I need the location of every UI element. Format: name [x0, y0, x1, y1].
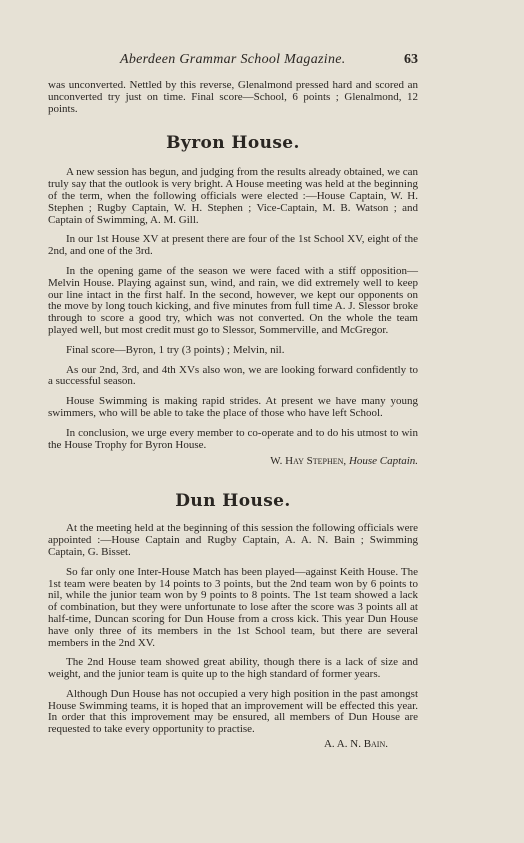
byron-signature-name: W. Hay Stephen, — [270, 455, 347, 468]
page-number: 63 — [404, 52, 418, 67]
running-title: Aberdeen Grammar School Magazine. — [120, 52, 346, 67]
continued-paragraph: was unconverted. Nettled by this reverse, Glenalmond pressed hard and scored an unconverted try just on time. Final score—School, 6 points ; Glenalmond, 12 points. — [48, 79, 418, 115]
byron-signature-role: House Captain. — [348, 455, 418, 468]
byron-paragraph-6: House Swimming is making rapid strides. At present we have many young swimmers, who will be able to take the place of those who have left School. — [48, 395, 418, 419]
dun-house-heading: Dun House. — [175, 491, 291, 512]
byron-paragraph-3: In the opening game of the season we were faced with a stiff opposition—Melvin House. Playing against sun, wind, and rain, we did extremely well to keep our line intact in the first half. In the second, however, we kept our opponents on the move by long touch kicking, and five minutes from full time A. J. Slessor broke through to score a good try, which was not converted. On the whole the team played well, but most credit must go to Slessor, Sommerville, and McGregor. — [48, 264, 418, 336]
dun-paragraph-2: So far only one Inter-House Match has been played—against Keith House. The 1st team were beaten by 14 points to 3 points, but the 2nd team won by 6 points to nil, while the junior team won by 9 points to 8 points. The 1st team showed a lack of combination, but they were unfortunate to lose after the score was 3 points all at half-time, Duncan scoring for Dun House from a cross kick. This year Dun House have only three of its members in the 1st School team, but there are several members in the 2nd XV. — [48, 565, 418, 649]
byron-paragraph-2: In our 1st House XV at present there are four of the 1st School XV, eight of the 2nd, and one of the 3rd. — [48, 233, 418, 258]
byron-paragraph-4: Final score—Byron, 1 try (3 points) ; Melvin, nil. — [66, 343, 285, 356]
page-content — [48, 80, 418, 750]
byron-paragraph-5: As our 2nd, 3rd, and 4th XVs also won, we are looking forward confidently to a successful season. — [48, 363, 418, 388]
dun-paragraph-3: The 2nd House team showed great ability, though there is a lack of size and weight, and the junior team is quite up to the high standard of former years. — [48, 656, 418, 681]
dun-paragraph-1: At the meeting held at the beginning of this session the following officials were appointed :—House Captain and Rugby Captain, A. A. N. Bain ; Swimming Captain, G. Bisset. — [48, 522, 418, 558]
byron-paragraph-1: A new session has begun, and judging from the results already obtained, we can truly say that the outlook is very bright. A House meeting was held at the beginning of the term, when the following officials were elected :—House Captain, W. H. Stephen ; Rugby Captain, W. H. Stephen ; Vice-Captain, M. B. Watson ; and Captain of Swimming, A. M. Gill. — [48, 166, 418, 226]
running-header — [48, 52, 418, 68]
byron-paragraph-7: In conclusion, we urge every member to co-operate and to do his utmost to win the House Trophy for Byron House. — [48, 426, 418, 451]
dun-signature-name: A. A. N. Bain. — [323, 738, 388, 751]
dun-paragraph-4: Although Dun House has not occupied a very high position in the past amongst House Swimming teams, it is hoped that an improvement will be effected this year. In order that this improvement may be ensured, all members of Dun House are requested to take every opportunity to practise. — [48, 687, 418, 736]
byron-house-heading: Byron House. — [166, 133, 300, 154]
byron-signature — [48, 455, 418, 467]
dun-signature — [48, 738, 418, 750]
